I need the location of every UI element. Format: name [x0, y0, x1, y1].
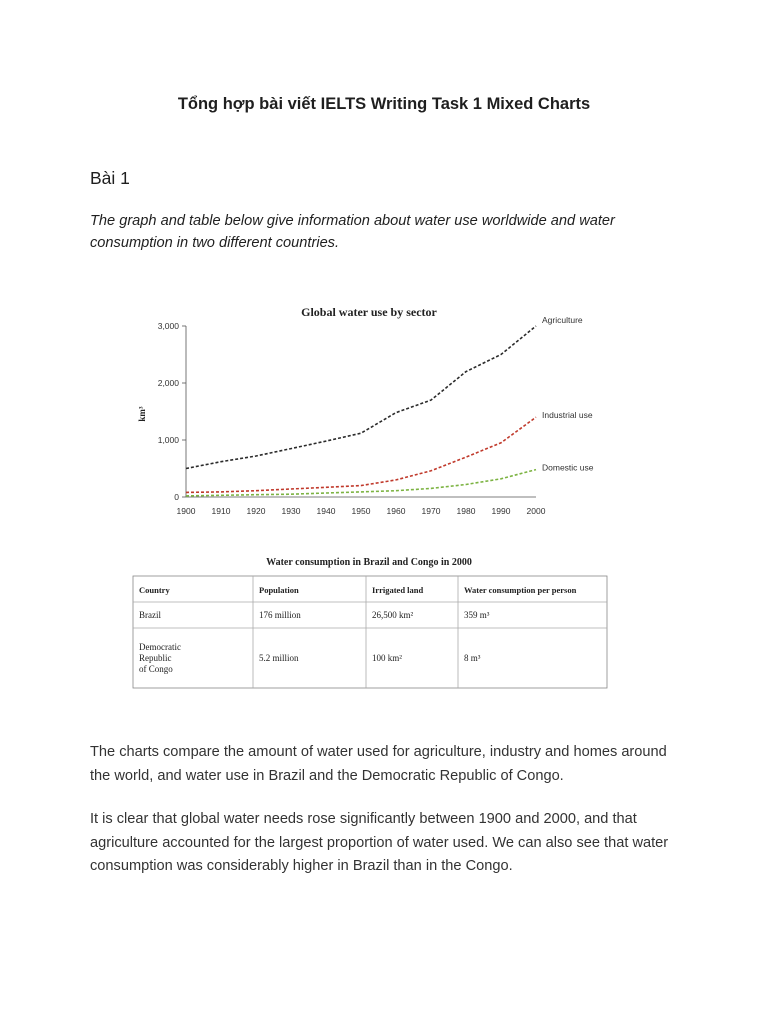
data-table: [133, 576, 607, 688]
table-cell: 100 km²: [372, 653, 402, 663]
table-cell-country: Brazil: [139, 610, 161, 620]
table-header-cell: Country: [139, 585, 170, 595]
chart-figure: [130, 298, 610, 693]
x-tick-label: 2000: [526, 506, 546, 516]
y-axis-label: km³: [137, 406, 147, 422]
table-cell: 176 million: [259, 610, 301, 620]
x-tick-label: 1900: [176, 506, 196, 516]
series-line-industrial-use: [186, 417, 536, 492]
series-label: Domestic use: [542, 462, 594, 473]
table-header-cell: Water consumption per person: [464, 585, 577, 595]
y-tick-label: 1,000: [157, 435, 179, 445]
series-line-agriculture: [186, 326, 536, 469]
line-chart-plot: [158, 315, 594, 516]
figure-svg: [130, 298, 610, 693]
x-tick-label: 1950: [351, 506, 371, 516]
x-tick-label: 1940: [316, 506, 336, 516]
x-tick-label: 1920: [246, 506, 266, 516]
y-tick-label: 2,000: [157, 378, 179, 388]
x-tick-label: 1990: [491, 506, 511, 516]
table-title: Water consumption in Brazil and Congo in 2000: [266, 557, 472, 568]
table-cell-country: Democratic: [139, 642, 181, 652]
table-header-cell: Population: [259, 585, 299, 595]
y-tick-label: 0: [174, 492, 179, 502]
table-cell: 26,500 km²: [372, 610, 414, 620]
line-chart-title: Global water use by sector: [301, 305, 437, 319]
document-title: Tổng hợp bài viết IELTS Writing Task 1 Mixed Charts: [177, 95, 591, 113]
task-prompt: The graph and table below give information about water use worldwide and water consumption in two different countries.: [90, 213, 615, 251]
section-heading: Bài 1: [90, 168, 130, 188]
table-cell: 359 m³: [464, 610, 490, 620]
table-cell: 5.2 million: [259, 653, 299, 663]
x-tick-label: 1970: [421, 506, 441, 516]
table-cell-country: Republic: [139, 653, 172, 663]
paragraph-1: The charts compare the amount of water used for agriculture, industry and homes around the world, and water use in Brazil and the Democratic Republic of Congo.: [90, 744, 667, 784]
x-tick-label: 1960: [386, 506, 406, 516]
table-cell-country: of Congo: [139, 664, 173, 674]
y-tick-label: 3,000: [157, 321, 179, 331]
x-tick-label: 1980: [456, 506, 476, 516]
series-label: Agriculture: [542, 315, 583, 325]
table-header-cell: Irrigated land: [372, 585, 424, 595]
series-label: Industrial use: [542, 410, 593, 421]
table-cell: 8 m³: [464, 653, 481, 663]
x-tick-label: 1930: [281, 506, 301, 516]
paragraph-2: It is clear that global water needs rose significantly between 1900 and 2000, and that agriculture accounted for the largest proportion of water used. We can also see that water consumption was considerably higher in Brazil than in the Congo.: [90, 811, 669, 874]
x-tick-label: 1910: [211, 506, 231, 516]
